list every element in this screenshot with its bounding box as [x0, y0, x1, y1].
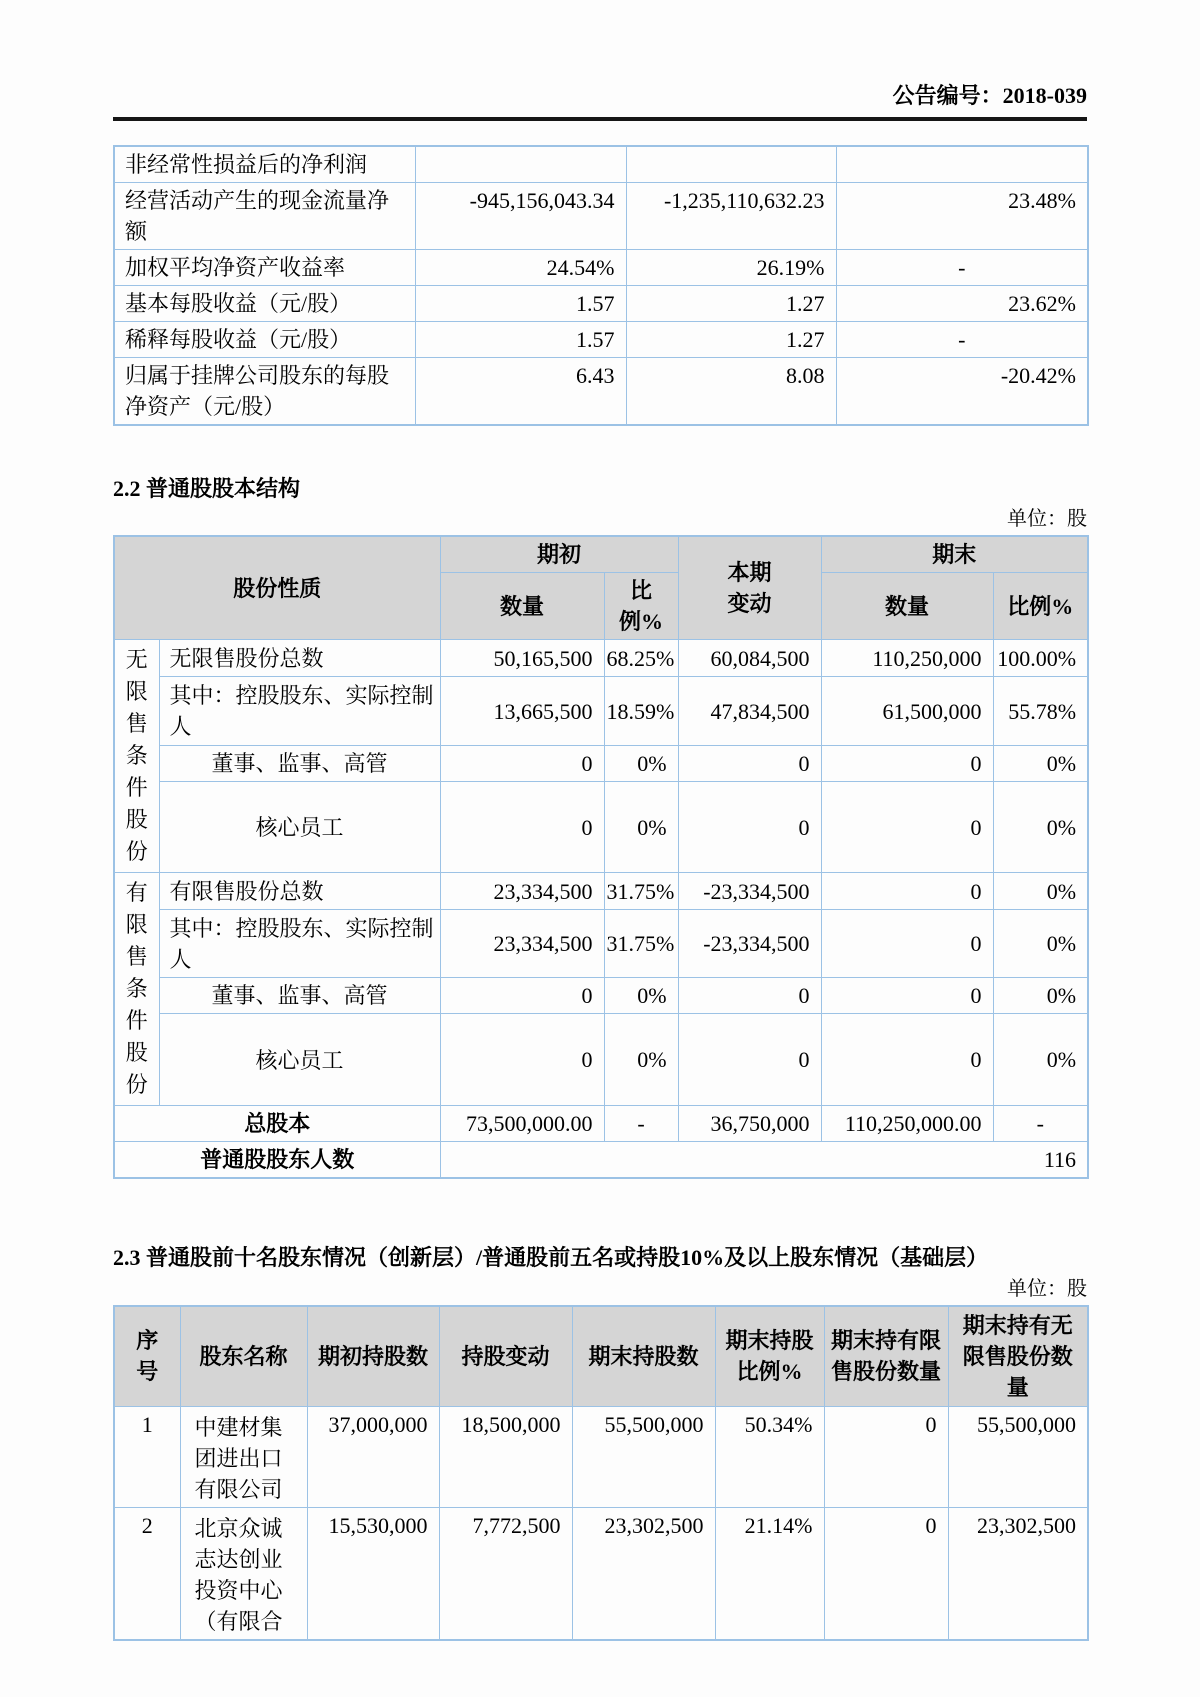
unit-label: 单位：股 — [1007, 508, 1087, 530]
section-2-2-title: 2.2 普通股股本结构 — [113, 476, 301, 501]
cell-qty-end: 61,500,000 — [821, 677, 993, 746]
col-header-qty-begin: 数量 — [440, 573, 604, 640]
metric-value: 26.19% — [626, 250, 836, 286]
metric-value: 23.48% — [836, 183, 1088, 250]
table-row — [114, 1014, 1088, 1106]
cell-shareholder-name: 中建材集团进出口有限公司 — [180, 1406, 307, 1507]
col-header-begin: 期初 — [440, 536, 678, 573]
col-header-qty-end: 数量 — [821, 573, 993, 640]
col-header-seq — [114, 1306, 180, 1406]
table-row — [114, 1406, 1088, 1507]
table-row — [114, 978, 1088, 1014]
cell-qty-begin: 0 — [440, 782, 604, 873]
cell-qty-end: 0 — [821, 745, 993, 781]
cell-end-pct: 50.34% — [715, 1406, 824, 1507]
col-header-end-restricted: 期末持有限售股份数量 — [824, 1306, 948, 1406]
cell-change: -23,334,500 — [678, 910, 821, 978]
metric-value: -945,156,043.34 — [415, 183, 626, 250]
metric-value: 8.08 — [626, 358, 836, 426]
col-header-shareholder-name: 股东名称 — [180, 1306, 307, 1406]
row-label: 核心员工 — [159, 782, 440, 873]
metric-value — [415, 146, 626, 183]
metric-value: 24.54% — [415, 250, 626, 286]
table-row — [114, 322, 1088, 358]
table-row-holders — [114, 1142, 1088, 1179]
metrics-table — [113, 145, 1089, 426]
table-row — [114, 286, 1088, 322]
col-header-seq-text: 序号 — [136, 1328, 159, 1385]
cell-seq: 2 — [114, 1507, 180, 1640]
col-header-pct-begin: 比例% — [604, 573, 678, 640]
cell-change: 0 — [678, 1014, 821, 1106]
metric-value: 23.62% — [836, 286, 1088, 322]
cell-qty-begin: 23,334,500 — [440, 910, 604, 978]
col-header-change-text: 本期变动 — [727, 560, 772, 616]
cell-qty-end: 0 — [821, 910, 993, 978]
cell-qty-begin: 73,500,000.00 — [440, 1106, 604, 1142]
metric-value: -1,235,110,632.23 — [626, 183, 836, 250]
cell-begin-shares: 15,530,000 — [307, 1507, 439, 1640]
col-header-change — [678, 536, 821, 640]
row-label: 其中：控股股东、实际控制人 — [159, 677, 440, 746]
col-header-end: 期末 — [821, 536, 1088, 573]
row-label: 其中：控股股东、实际控制人 — [159, 910, 440, 978]
col-header-share-change: 持股变动 — [439, 1306, 572, 1406]
group-label-restricted: 有限售条件股份 — [114, 873, 159, 1106]
metric-label: 经营活动产生的现金流量净额 — [114, 183, 415, 250]
metric-value: 1.27 — [626, 286, 836, 322]
cell-pct-end: 0% — [993, 745, 1088, 781]
cell-pct-begin: - — [604, 1106, 678, 1142]
table-row-total — [114, 1106, 1088, 1142]
cell-change: 0 — [678, 978, 821, 1014]
cell-qty-end: 110,250,000 — [821, 640, 993, 677]
row-label: 有限售股份总数 — [159, 873, 440, 910]
cell-change: 47,834,500 — [678, 677, 821, 746]
table-row — [114, 745, 1088, 781]
metric-value — [626, 146, 836, 183]
cell-pct-end: 100.00% — [993, 640, 1088, 677]
cell-share-change: 18,500,000 — [439, 1406, 572, 1507]
share-structure-table — [113, 535, 1089, 1179]
cell-pct-end: - — [993, 1106, 1088, 1142]
metric-label: 基本每股收益（元/股） — [114, 286, 415, 322]
cell-qty-end: 0 — [821, 782, 993, 873]
cell-seq: 1 — [114, 1406, 180, 1507]
col-header-end-pct: 期末持股比例% — [715, 1306, 824, 1406]
metric-value: 1.57 — [415, 322, 626, 358]
col-header-end-shares: 期末持股数 — [572, 1306, 715, 1406]
cell-change: -23,334,500 — [678, 873, 821, 910]
cell-qty-end: 110,250,000.00 — [821, 1106, 993, 1142]
cell-pct-end: 0% — [993, 782, 1088, 873]
cell-pct-end: 0% — [993, 873, 1088, 910]
row-label: 董事、监事、高管 — [159, 978, 440, 1014]
cell-end-restricted: 0 — [824, 1406, 948, 1507]
cell-qty-end: 0 — [821, 873, 993, 910]
col-header-pct-end: 比例% — [993, 573, 1088, 640]
cell-qty-begin: 50,165,500 — [440, 640, 604, 677]
table-header-row — [114, 1306, 1088, 1406]
unit-label: 单位：股 — [1007, 1278, 1087, 1300]
group-label-unrestricted: 无限售条件股份 — [114, 640, 159, 873]
page-content — [113, 0, 1087, 1641]
cell-end-shares: 23,302,500 — [572, 1507, 715, 1640]
table-row — [114, 183, 1088, 250]
cell-qty-begin: 0 — [440, 1014, 604, 1106]
cell-end-pct: 21.14% — [715, 1507, 824, 1640]
cell-pct-end: 0% — [993, 978, 1088, 1014]
cell-pct-begin: 0% — [604, 745, 678, 781]
metric-value: - — [836, 322, 1088, 358]
cell-qty-begin: 0 — [440, 978, 604, 1014]
cell-pct-end: 0% — [993, 1014, 1088, 1106]
cell-pct-begin: 0% — [604, 1014, 678, 1106]
table-row — [114, 146, 1088, 183]
cell-pct-end: 0% — [993, 910, 1088, 978]
holders-label: 普通股股东人数 — [114, 1142, 440, 1179]
cell-qty-end: 0 — [821, 1014, 993, 1106]
cell-change: 60,084,500 — [678, 640, 821, 677]
metric-value: - — [836, 250, 1088, 286]
table-header-row — [114, 536, 1088, 573]
shareholders-table — [113, 1305, 1089, 1641]
col-header-begin-shares: 期初持股数 — [307, 1306, 439, 1406]
metric-label: 归属于挂牌公司股东的每股净资产（元/股） — [114, 358, 415, 426]
cell-qty-end: 0 — [821, 978, 993, 1014]
announcement-number-text: 公告编号：2018-039 — [892, 83, 1087, 108]
table-row — [114, 1507, 1088, 1640]
cell-pct-end: 55.78% — [993, 677, 1088, 746]
col-header-end-unrestricted: 期末持有无限售股份数量 — [948, 1306, 1088, 1406]
table-row — [114, 250, 1088, 286]
cell-pct-begin: 0% — [604, 978, 678, 1014]
table-row — [114, 873, 1088, 910]
row-label: 董事、监事、高管 — [159, 745, 440, 781]
cell-pct-begin: 31.75% — [604, 910, 678, 978]
cell-qty-begin: 23,334,500 — [440, 873, 604, 910]
metric-value: 6.43 — [415, 358, 626, 426]
col-header-share-nature: 股份性质 — [114, 536, 440, 640]
table-row — [114, 910, 1088, 978]
row-label: 无限售股份总数 — [159, 640, 440, 677]
cell-shareholder-name: 北京众诚志达创业投资中心（有限合 — [180, 1507, 307, 1640]
cell-share-change: 7,772,500 — [439, 1507, 572, 1640]
cell-end-restricted: 0 — [824, 1507, 948, 1640]
total-label: 总股本 — [114, 1106, 440, 1142]
cell-pct-begin: 31.75% — [604, 873, 678, 910]
metric-label: 非经常性损益后的净利润 — [114, 146, 415, 183]
table-row — [114, 640, 1088, 677]
holders-count: 116 — [440, 1142, 1088, 1179]
section-2-3-title: 2.3 普通股前十名股东情况（创新层）/普通股前五名或持股10%及以上股东情况（基础层） — [113, 1245, 989, 1270]
cell-pct-begin: 68.25% — [604, 640, 678, 677]
cell-pct-begin: 18.59% — [604, 677, 678, 746]
metric-label: 稀释每股收益（元/股） — [114, 322, 415, 358]
cell-change: 36,750,000 — [678, 1106, 821, 1142]
announcement-number — [113, 0, 1087, 121]
metric-value: 1.57 — [415, 286, 626, 322]
cell-end-unrestricted: 23,302,500 — [948, 1507, 1088, 1640]
cell-qty-begin: 0 — [440, 745, 604, 781]
table-row — [114, 677, 1088, 746]
cell-end-shares: 55,500,000 — [572, 1406, 715, 1507]
table-row — [114, 782, 1088, 873]
metric-value: -20.42% — [836, 358, 1088, 426]
cell-pct-begin: 0% — [604, 782, 678, 873]
metric-label: 加权平均净资产收益率 — [114, 250, 415, 286]
row-label: 核心员工 — [159, 1014, 440, 1106]
cell-change: 0 — [678, 782, 821, 873]
metric-value — [836, 146, 1088, 183]
metric-value: 1.27 — [626, 322, 836, 358]
cell-change: 0 — [678, 745, 821, 781]
cell-qty-begin: 13,665,500 — [440, 677, 604, 746]
cell-end-unrestricted: 55,500,000 — [948, 1406, 1088, 1507]
table-row — [114, 358, 1088, 426]
cell-begin-shares: 37,000,000 — [307, 1406, 439, 1507]
